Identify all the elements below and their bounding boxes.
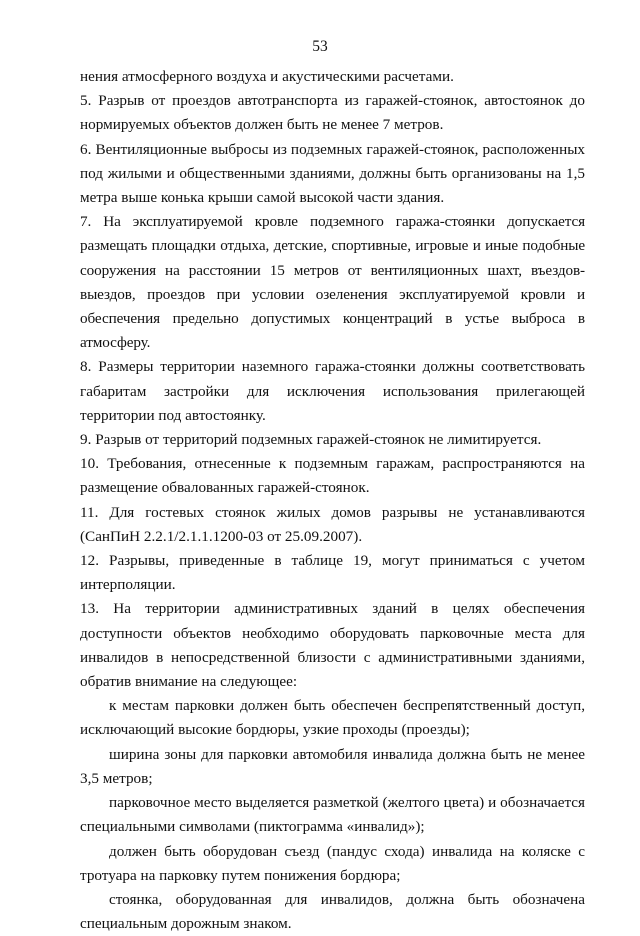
paragraph-continuation: нения атмосферного воздуха и акустическими расчетами. [80,68,454,85]
paragraph-item-11: 11. Для гостевых стоянок жилых домов разрывы не устанавливаются (СанПиН 2.2.1/2.1.1.1200-03 от 25.09.2007). [80,503,585,545]
paragraph-item-12: 12. Разрывы, приведенные в таблице 19, могут приниматься с учетом интерполяции. [80,552,585,594]
page-number: 53 [312,38,328,55]
paragraph-item-7: 7. На эксплуатируемой кровле подземного гаража-стоянки допускается размещать площадки отдыха, детские, спортивные, игровые и иные подобные сооружения на расстоянии 15 метров от вентиляционных шахт, въездов-выездов, проездов при условии озеленения эксплуатируемой кровли и обеспечения предельно допустимых концентраций в устье выброса в атмосферу. [80,213,585,352]
paragraph-item-8: 8. Размеры территории наземного гаража-стоянки должны соответствовать габаритам застройки для исключения использования прилегающей территории под автостоянку. [80,358,585,424]
paragraph-item-10: 10. Требования, отнесенные к подземным гаражам, распространяются на размещение обвалованных гаражей-стоянок. [80,455,585,497]
paragraph-item-9: 9. Разрыв от территорий подземных гаражей-стоянок не лимитируется. [80,431,542,449]
paragraph-item-13: 13. На территории административных зданий в целях обеспечения доступности объектов необходимо оборудовать парковочные места для инвалидов в непосредственной близости с административными зданиями, обратив внимание на следующее: [80,600,585,691]
paragraph-item-5: 5. Разрыв от проездов автотранспорта из гаражей-стоянок, автостоянок до нормируемых объектов должен быть не менее 7 метров. [80,92,585,134]
list-item-marking: парковочное место выделяется разметкой (желтого цвета) и обозначается специальными символами (пиктограмма «инвалид»); [80,794,585,836]
paragraph-item-6: 6. Вентиляционные выбросы из подземных гаражей-стоянок, расположенных под жилыми и общественными зданиями, должны быть организованы на 1,5 метра выше конька крыши самой высокой части здания. [80,140,585,207]
list-item-access: к местам парковки должен быть обеспечен беспрепятственный доступ, исключающий высокие бордюры, узкие проходы (проезды); [80,697,585,739]
document-body [80,65,585,936]
list-item-ramp: должен быть оборудован съезд (пандус схода) инвалида на коляске с тротуара на парковку путем понижения бордюра; [80,842,585,884]
list-item-width: ширина зоны для парковки автомобиля инвалида должна быть не менее 3,5 метров; [80,745,585,787]
list-item-sign: стоянка, оборудованная для инвалидов, должна быть обозначена специальным дорожным знаком. [80,890,585,933]
